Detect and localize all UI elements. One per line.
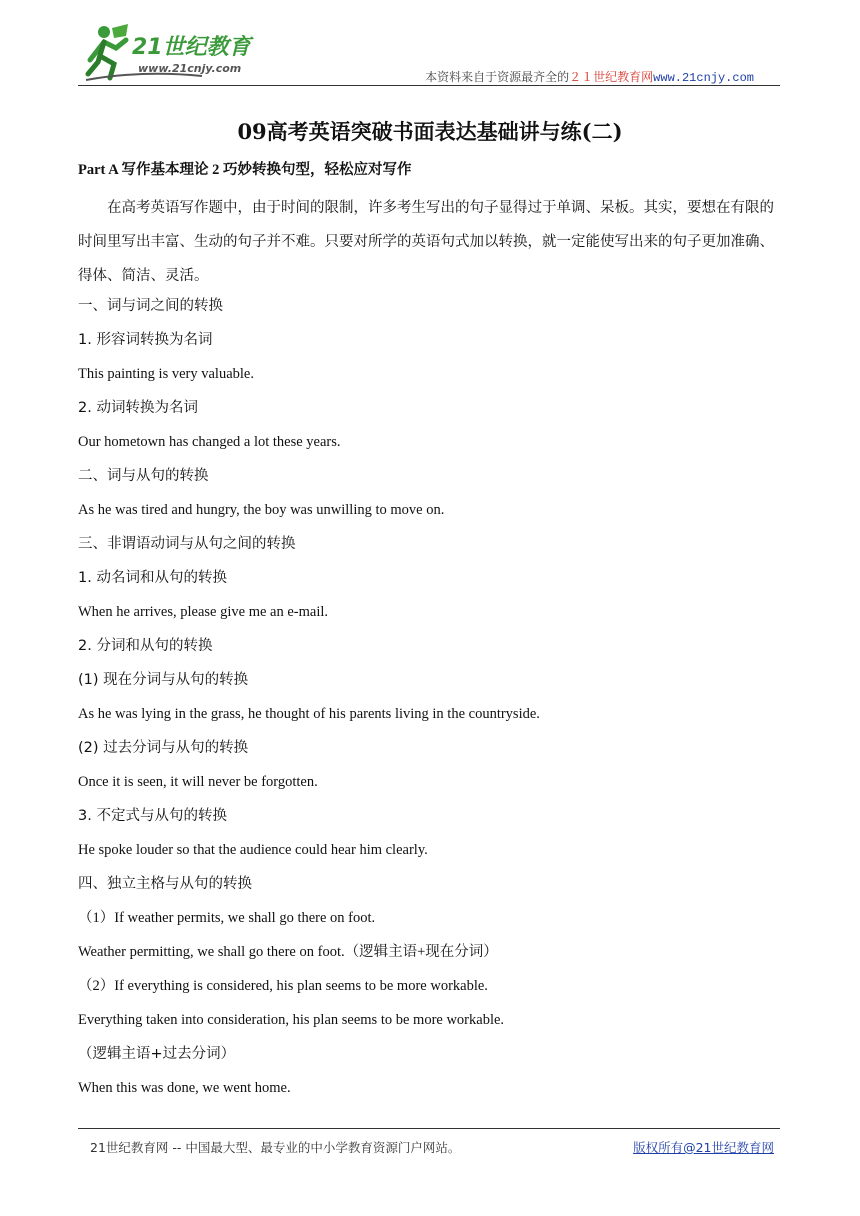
header-source-link[interactable]: www.21cnjy.com (653, 71, 754, 85)
header-source-site: ２１世纪教育网 (569, 70, 654, 84)
example-sentence: Our hometown has changed a lot these years. (78, 434, 341, 450)
subsection-heading: (2) 过去分词与从句的转换 (78, 740, 249, 756)
example-sentence: Once it is seen, it will never be forgotten. (78, 774, 318, 790)
annotation-note: （逻辑主语+过去分词） (78, 1046, 236, 1062)
subsection-heading: 2. 分词和从句的转换 (78, 638, 213, 654)
example-sentence: （1）If weather permits, we shall go there on foot. (78, 910, 376, 926)
example-sentence: Weather permitting, we shall go there on foot.（逻辑主语+现在分词） (78, 944, 498, 960)
subsection-heading: (1) 现在分词与从句的转换 (78, 672, 249, 688)
footer-divider (78, 1128, 780, 1129)
site-logo (82, 22, 292, 84)
header-divider (78, 85, 780, 86)
intro-paragraph: 在高考英语写作题中，由于时间的限制，许多考生写出的句子显得过于单调、呆板。其实，要想在有限的时间里写出丰富、生动的句子并不难。只要对所学的英语句式加以转换，就一定能使写出来的句子更加准确、得体、简洁、灵活。 (78, 200, 774, 284)
section-heading: 二、词与从句的转换 (78, 468, 209, 484)
section-heading: 三、非谓语动词与从句之间的转换 (78, 536, 296, 552)
footer-tagline: 21世纪教育网 -- 中国最大型、最专业的中小学教育资源门户网站。 (90, 1140, 461, 1155)
example-sentence: He spoke louder so that the audience could hear him clearly. (78, 842, 428, 858)
section-heading: 四、独立主格与从句的转换 (78, 876, 252, 892)
document-title: 09高考英语突破书面表达基础讲与练(二) (237, 119, 623, 144)
subsection-heading: 1. 形容词转换为名词 (78, 332, 213, 348)
footer-copyright-link[interactable]: 版权所有@21世纪教育网 (633, 1140, 774, 1155)
example-sentence: （2）If everything is considered, his plan seems to be more workable. (78, 978, 488, 994)
section-heading: 一、词与词之间的转换 (78, 298, 223, 314)
subsection-heading: 1. 动名词和从句的转换 (78, 570, 227, 586)
document-body (78, 157, 780, 1109)
runner-icon (82, 22, 292, 84)
subsection-heading: 3. 不定式与从句的转换 (78, 808, 227, 824)
example-sentence: When he arrives, please give me an e-mail. (78, 604, 329, 620)
example-sentence: As he was lying in the grass, he thought of his parents living in the countryside. (78, 706, 540, 722)
subsection-heading: 2. 动词转换为名词 (78, 400, 198, 416)
header-source-note (425, 68, 754, 85)
example-sentence: This painting is very valuable. (78, 366, 254, 382)
example-sentence: When this was done, we went home. (78, 1080, 291, 1096)
example-sentence: Everything taken into consideration, his plan seems to be more workable. (78, 1012, 505, 1028)
logo-main-text: 21世纪教育 (132, 35, 251, 60)
example-sentence: As he was tired and hungry, the boy was unwilling to move on. (78, 502, 445, 518)
logo-url-text: www.21cnjy.com (138, 62, 242, 75)
header-source-prefix: 本资料来自于资源最齐全的 (425, 70, 570, 84)
part-heading: Part A 写作基本理论 2 巧妙转换句型，轻松应对写作 (78, 162, 412, 178)
